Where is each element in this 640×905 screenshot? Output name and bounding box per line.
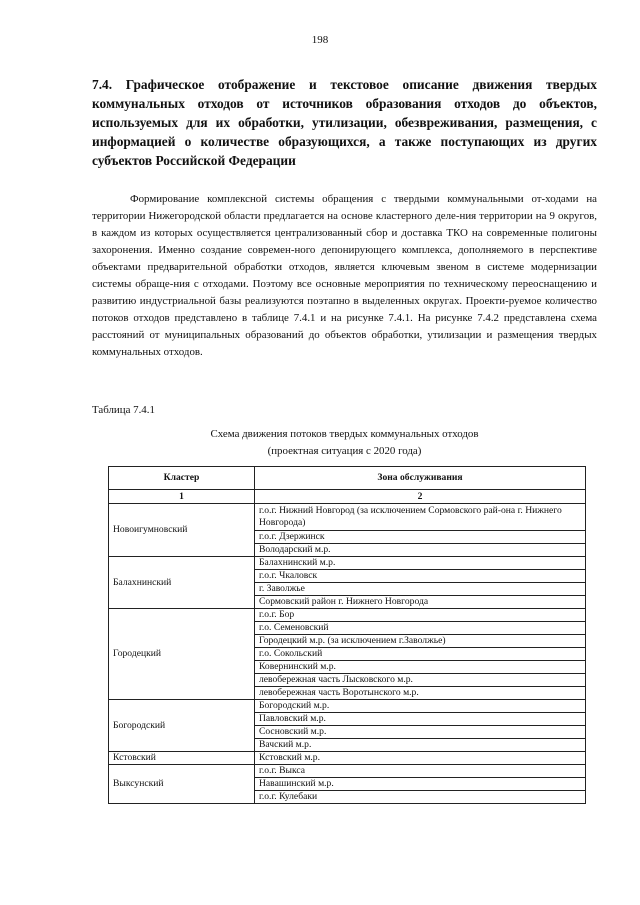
zone-cell: г.о.г. Бор (255, 609, 586, 622)
zone-cell: г.о.г. Кулебаки (255, 791, 586, 804)
cluster-table (108, 466, 586, 804)
cluster-name: Балахнинский (109, 557, 255, 609)
section-heading: 7.4. Графическое отображение и текстовое описание движения твердых коммунальных отходов от источников образования отходов до объектов, используемых для их обработки, утилизации, обезвреживания, размещения, с информацией о количестве образующихся, а также поступающих из других субъектов Российской Федерации (92, 77, 597, 168)
zone-cell: Сормовский район г. Нижнего Новгорода (255, 596, 586, 609)
zone-cell: г. Заволжье (255, 583, 586, 596)
table-label: Таблица 7.4.1 (92, 404, 155, 416)
column-number-2: 2 (255, 490, 586, 504)
table-caption-line-2: (проектная ситуация с 2020 года) (267, 445, 422, 457)
table-caption-line-1: Схема движения потоков твердых коммунальных отходов (210, 428, 479, 440)
zone-cell: г.о.г. Дзержинск (255, 531, 586, 544)
zone-cell: г.о.г. Нижний Новгород (за исключением Сормовского рай-она г. Нижнего Новгорода) (255, 504, 586, 531)
zone-cell: Городецкий м.р. (за исключением г.Заволжье) (255, 635, 586, 648)
table-row (109, 765, 586, 778)
zone-cell: г.о.г. Выкса (255, 765, 586, 778)
header-service-zone: Зона обслуживания (255, 467, 586, 490)
table-row (109, 504, 586, 531)
body-paragraph: Формирование комплексной системы обращения с твердыми коммунальными от-ходами на территории Нижегородской области предлагается на основе кластерного деле-ния территории на 9 округов, в каждом из которых осуществляется централизованный сбор и доставка ТКО на современные полигоны захоронения. Именно создание современ-ного депонирующего комплекса, дополняемого в перспективе объектами предварительной обработки отходов, является ключевым звеном в системе модернизации системы обраще-ния с отходами. Поэтому все основные мероприятия по техническому переоснащению и развитию индустриальной базы реализуются поэтапно в выделенных округах. Проекти-руемое количество потоков отходов представлено в таблице 7.4.1 и на рисунке 7.4.1. На рисунке 7.4.2 представлена схема расстояний от муниципальных образований до объектов обработки, утилизации и размещения твердых коммунальных отходов. (92, 193, 597, 358)
zone-cell: Балахнинский м.р. (255, 557, 586, 570)
table-row (109, 609, 586, 622)
zone-cell: г.о. Сокольский (255, 648, 586, 661)
zone-cell: Вачский м.р. (255, 739, 586, 752)
table-row (109, 557, 586, 570)
cluster-name: Новоигумновский (109, 504, 255, 557)
header-cluster: Кластер (109, 467, 255, 490)
zone-cell: Кстовский м.р. (255, 752, 586, 765)
zone-cell: Володарский м.р. (255, 544, 586, 557)
cluster-name: Богородский (109, 700, 255, 752)
table-row (109, 752, 586, 765)
zone-cell: Богородский м.р. (255, 700, 586, 713)
zone-cell: левобережная часть Воротынского м.р. (255, 687, 586, 700)
table-caption (92, 426, 597, 460)
zone-cell: г.о. Семеновский (255, 622, 586, 635)
zone-cell: г.о.г. Чкаловск (255, 570, 586, 583)
page-number: 198 (311, 34, 329, 46)
cluster-name: Выксунский (109, 765, 255, 804)
zone-cell: левобережная часть Лысковского м.р. (255, 674, 586, 687)
zone-cell: Павловский м.р. (255, 713, 586, 726)
zone-cell: Сосновский м.р. (255, 726, 586, 739)
cluster-name: Кстовский (109, 752, 255, 765)
table-row (109, 700, 586, 713)
column-number-1: 1 (109, 490, 255, 504)
cluster-name: Городецкий (109, 609, 255, 700)
zone-cell: Навашинский м.р. (255, 778, 586, 791)
zone-cell: Ковернинский м.р. (255, 661, 586, 674)
